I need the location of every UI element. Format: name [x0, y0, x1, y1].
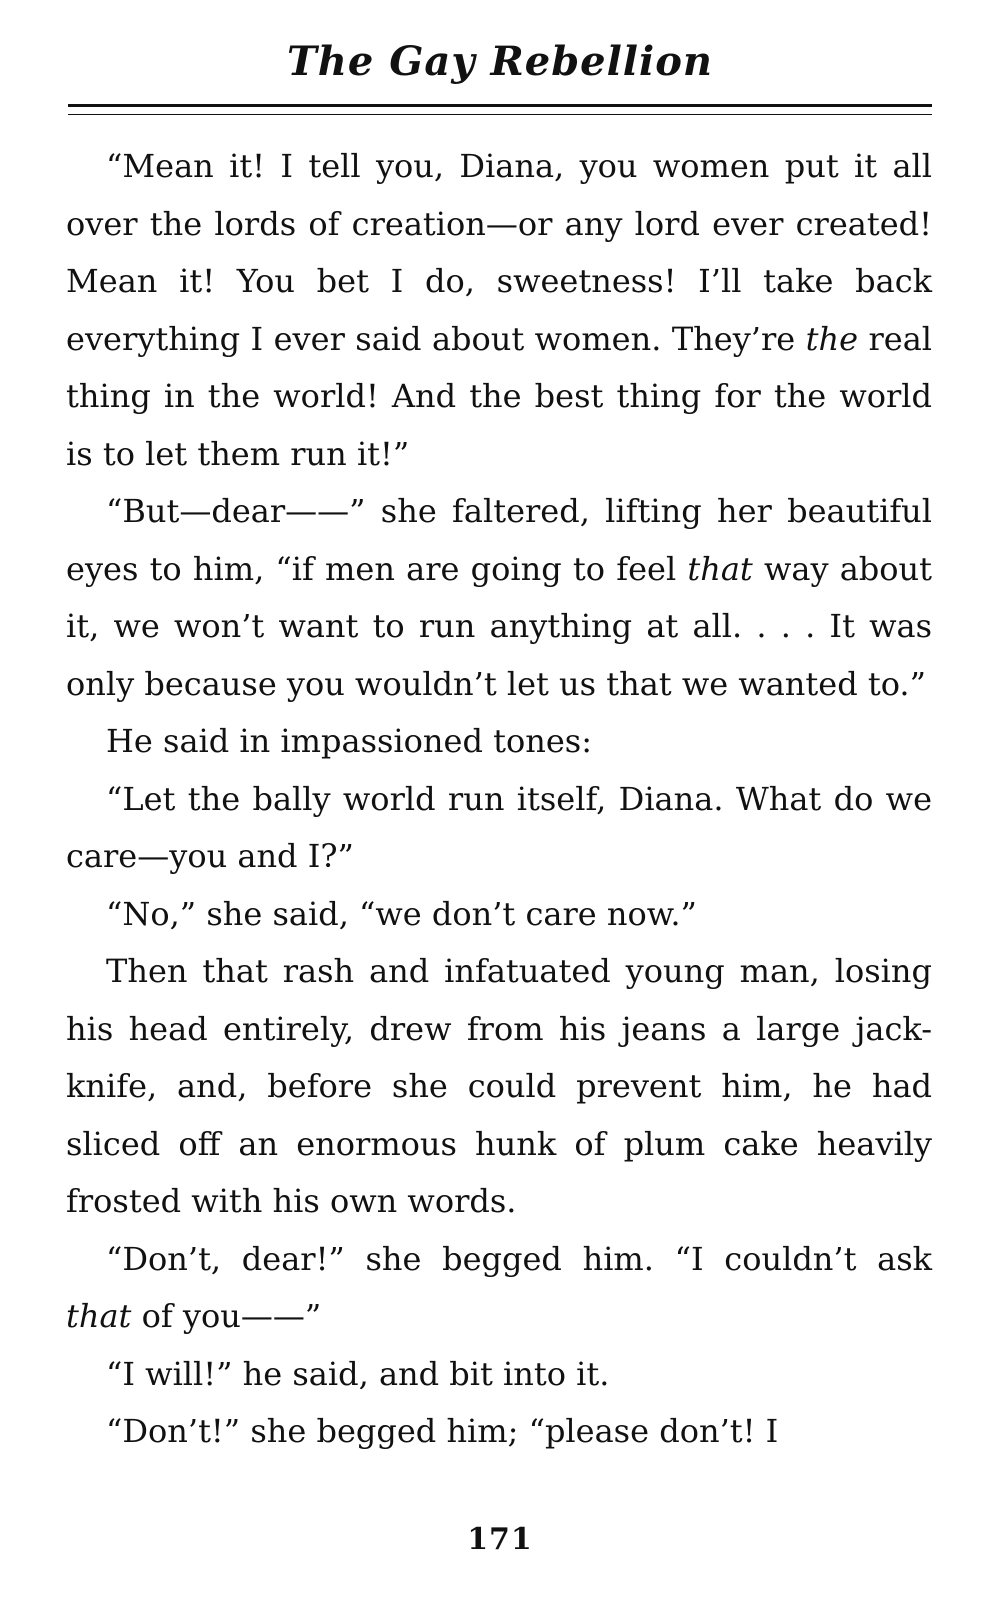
body-text	[66, 138, 932, 1461]
paragraph-9	[66, 1403, 932, 1461]
page-number: 171	[467, 1522, 533, 1557]
header-rule-thin	[68, 114, 932, 115]
paragraph-6	[66, 943, 932, 1231]
paragraph-7	[66, 1231, 932, 1346]
text-segment: He said in impassioned tones:	[106, 722, 592, 760]
text-segment: real thing in the world! And the best thing for the world is to let them run it!”	[66, 319, 933, 473]
text-segment: “But—dear——” she faltered, lifting her beautiful eyes to him, “if men are going to feel	[66, 492, 932, 588]
paragraph-1	[66, 138, 932, 483]
paragraph-3	[66, 713, 932, 771]
text-segment: “No,” she said, “we don’t care now.”	[106, 894, 697, 933]
italic-emphasis: that	[687, 549, 753, 588]
text-segment: “I will!” he said, and bit into it.	[106, 1354, 610, 1393]
italic-emphasis: the	[805, 319, 859, 358]
paragraph-4	[66, 771, 932, 886]
paragraph-5	[66, 886, 932, 944]
text-segment: “Mean it! I tell you, Diana, you women put it all over the lords of creation—or any lord ever created! Mean it! You bet I do, sweetness! I’ll take back everything I ever said about women. They’re	[66, 147, 932, 358]
italic-emphasis: that	[66, 1297, 132, 1335]
running-head: The Gay Rebellion	[287, 38, 713, 85]
header-rule-thick	[68, 104, 932, 107]
paragraph-8	[66, 1346, 932, 1404]
text-segment: “Don’t!” she begged him; “please don’t! I	[106, 1412, 779, 1450]
text-segment: way about it, we won’t want to run anything at all. . . . It was only because you wouldn’t let us that we wanted to.”	[66, 549, 933, 703]
text-segment: Then that rash and infatuated young man, losing his head entirely, drew from his jeans a large jack-knife, and, before she could prevent him, he had sliced off an enormous hunk of plum cake heavily frosted with his own words.	[66, 952, 932, 1220]
text-segment: of you——”	[131, 1297, 322, 1335]
text-segment: “Let the bally world run itself, Diana. What do we care—you and I?”	[66, 779, 932, 875]
paragraph-2	[66, 483, 932, 713]
text-segment: “Don’t, dear!” she begged him. “I couldn’t ask	[106, 1239, 932, 1278]
